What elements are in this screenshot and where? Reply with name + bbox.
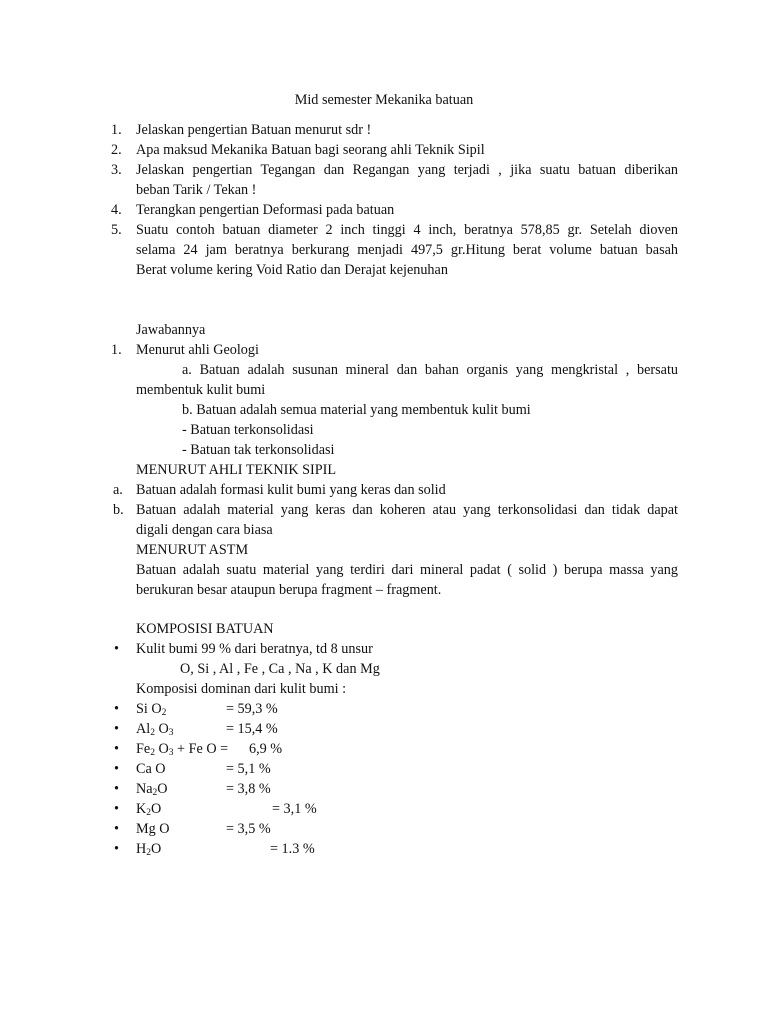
compound-row — [136, 740, 228, 758]
answer-text: Batuan adalah formasi kulit bumi yang keras dan solid — [136, 482, 446, 498]
compound-formula: Ca O — [136, 761, 166, 777]
question-number: 1. — [111, 122, 122, 138]
compound-value: = 5,1 % — [226, 761, 271, 777]
question-text: Berat volume kering Void Ratio dan Derajat kejenuhan — [136, 262, 448, 278]
section-heading: KOMPOSISI BATUAN — [136, 621, 274, 637]
answer-text: a. Batuan adalah susunan mineral dan bahan organis yang mengkristal , bersatu — [182, 362, 678, 378]
bullet-icon: • — [114, 801, 119, 817]
answer-text: - Batuan tak terkonsolidasi — [182, 442, 335, 458]
document-title: Mid semester Mekanika batuan — [294, 92, 474, 108]
bullet-icon: • — [114, 781, 119, 797]
bullet-icon: • — [114, 701, 119, 717]
answer-text: Batuan adalah suatu material yang terdiri dari mineral padat ( solid ) berupa massa yang — [136, 562, 678, 578]
bullet-icon: • — [114, 761, 119, 777]
question-number: 5. — [111, 222, 122, 238]
answer-number: a. — [113, 482, 123, 498]
question-text: selama 24 jam beratnya berkurang menjadi 497,5 gr.Hitung berat volume batuan basah — [136, 242, 678, 258]
answer-text: Batuan adalah material yang keras dan koheren atau yang terkonsolidasi dan tidak dapat — [136, 502, 678, 518]
compound-value: = 59,3 % — [226, 701, 278, 717]
compound-value: = 3,1 % — [272, 801, 317, 817]
bullet-icon: • — [114, 721, 119, 737]
answers-heading: Jawabannya — [136, 322, 206, 338]
compound-value: 6,9 % — [249, 741, 283, 757]
compound-row — [136, 780, 168, 798]
answer-label: Menurut ahli Geologi — [136, 342, 259, 358]
bullet-icon: • — [114, 841, 119, 857]
answer-text: b. Batuan adalah semua material yang membentuk kulit bumi — [182, 402, 531, 418]
question-text: Apa maksud Mekanika Batuan bagi seorang ahli Teknik Sipil — [136, 142, 485, 158]
answer-number: b. — [113, 502, 124, 518]
list-item: Komposisi dominan dari kulit bumi : — [136, 681, 347, 697]
bullet-icon: • — [114, 641, 119, 657]
compound-formula: Si $O_2$ — [136, 701, 167, 718]
question-text: Jelaskan pengertian Tegangan dan Regangan yang terjadi , jika suatu batuan diberikan — [136, 162, 678, 178]
answer-text: berukuran besar ataupun berupa fragment – fragment. — [136, 582, 442, 598]
question-number: 4. — [111, 202, 122, 218]
question-text: Jelaskan pengertian Batuan menurut sdr ! — [136, 122, 372, 138]
compound-formula: Mg O — [136, 821, 170, 837]
compound-formula: $K_2O$ — [136, 801, 162, 818]
bullet-icon: • — [114, 821, 119, 837]
compound-value: = 3,8 % — [226, 781, 271, 797]
compound-formula: $H_2O$ — [136, 841, 162, 858]
compound-value: = 15,4 % — [226, 721, 278, 737]
compound-row — [136, 720, 173, 738]
compound-row — [136, 700, 166, 718]
answer-number: 1. — [111, 342, 122, 358]
bullet-icon: • — [114, 741, 119, 757]
compound-value: = 1.3 % — [270, 841, 315, 857]
question-number: 3. — [111, 162, 122, 178]
compound-formula: $Al_2$ $O_3$ — [136, 721, 174, 738]
list-item: Kulit bumi 99 % dari beratnya, td 8 unsur — [136, 641, 373, 657]
question-text: beban Tarik / Tekan ! — [136, 182, 257, 198]
answer-text: digali dengan cara biasa — [136, 522, 273, 538]
compound-formula: $Fe_2$ $O_3 + Fe$ O = — [136, 741, 229, 758]
question-text: Terangkan pengertian Deformasi pada batuan — [136, 202, 395, 218]
question-number: 2. — [111, 142, 122, 158]
answer-text: - Batuan terkonsolidasi — [182, 422, 314, 438]
answer-text: membentuk kulit bumi — [136, 382, 266, 398]
section-heading: MENURUT ASTM — [136, 542, 249, 558]
question-text: Suatu contoh batuan diameter 2 inch tinggi 4 inch, beratnya 578,85 gr. Setelah dioven — [136, 222, 678, 238]
compound-formula: $Na_2O$ — [136, 781, 168, 798]
list-item: O, Si , Al , Fe , Ca , Na , K dan Mg — [180, 661, 380, 677]
section-heading: MENURUT AHLI TEKNIK SIPIL — [136, 462, 337, 478]
compound-row — [136, 840, 161, 858]
compound-row — [136, 800, 161, 818]
compound-value: = 3,5 % — [226, 821, 271, 837]
